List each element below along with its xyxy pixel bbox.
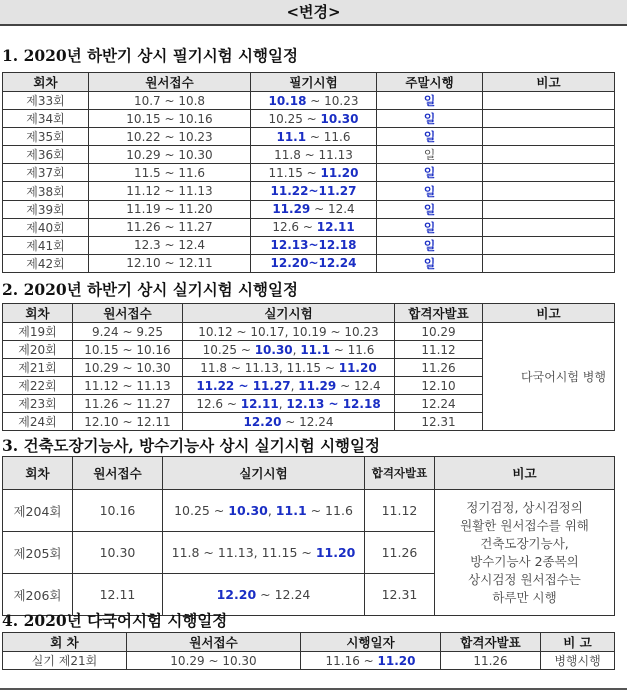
note-cell <box>483 254 615 272</box>
weekend-cell: 일 <box>377 110 483 128</box>
exam-cell <box>163 532 365 574</box>
exam-start: 12.6 <box>272 220 300 235</box>
exam-cell <box>251 110 377 128</box>
exam-changed-date: 12.13 ~ 12.18 <box>286 396 381 411</box>
table-row <box>3 164 615 182</box>
apply-cell: 11.26 ~ 11.27 <box>89 218 251 236</box>
weekend-cell: 일 <box>377 92 483 110</box>
exam-end: 11.6 <box>323 129 351 144</box>
exam-changed-date: 11.1 <box>300 342 330 357</box>
table-row <box>3 128 615 146</box>
table-row <box>3 323 615 341</box>
exam-separator: ~ <box>300 147 319 162</box>
apply-cell: 10.22 ~ 10.23 <box>89 128 251 146</box>
apply-cell: 10.16 <box>73 490 163 532</box>
table-row <box>3 182 615 200</box>
round-cell: 제206회 <box>3 574 73 616</box>
exam-text: , <box>290 378 299 393</box>
announce-cell: 12.31 <box>365 574 435 616</box>
weekend-cell: 일 <box>377 128 483 146</box>
table-row <box>3 236 615 254</box>
round-cell: 제22회 <box>3 377 73 395</box>
note-line: 원활한 원서접수를 위해 <box>460 517 589 533</box>
exam-cell <box>251 146 377 164</box>
section-3-title: 3. 건축도장기능사, 방수기능사 상시 실기시험 시행일정 <box>2 436 380 455</box>
exam-start: 11.8 <box>274 147 301 162</box>
apply-cell: 11.12 ~ 11.13 <box>73 377 183 395</box>
round-cell: 제205회 <box>3 532 73 574</box>
written-exam-table <box>2 72 615 273</box>
date-cell <box>301 652 441 670</box>
exam-start: 10.18 <box>268 93 307 108</box>
exam-changed-date: 11.20 <box>315 545 356 560</box>
exam-text: ~ 12.24 <box>281 414 334 429</box>
exam-cell: 10.12 ~ 10.17, 10.19 ~ 10.23 <box>183 323 395 341</box>
apply-cell: 12.11 <box>73 574 163 616</box>
apply-cell: 12.10 ~ 12.11 <box>73 413 183 431</box>
header-weekend: 주말시행 <box>377 73 483 92</box>
exam-cell <box>251 218 377 236</box>
section-1-title: 1. 2020년 하반기 상시 필기시험 시행일정 <box>2 46 298 65</box>
announce-cell: 11.12 <box>395 341 483 359</box>
exam-text: 10.25 ~ <box>174 503 229 518</box>
painting-waterproof-exam-table <box>2 456 615 616</box>
multilingual-exam-table <box>2 632 615 670</box>
exam-start: 11.15 <box>268 165 303 180</box>
note-cell <box>483 92 615 110</box>
header-round: 회차 <box>3 457 73 490</box>
exam-text: ~ 12.24 <box>256 587 311 602</box>
exam-changed-date: 12.20 <box>216 587 257 602</box>
exam-separator: ~ <box>306 93 325 108</box>
exam-separator: ~ <box>299 220 317 235</box>
exam-end: 12.11 <box>316 220 355 235</box>
exam-cell <box>251 164 377 182</box>
change-banner: <변경> <box>0 0 627 26</box>
exam-changed-date: 12.11 <box>240 396 279 411</box>
exam-cell <box>183 395 395 413</box>
apply-cell: 11.12 ~ 11.13 <box>89 182 251 200</box>
apply-cell: 10.29 ~ 10.30 <box>89 146 251 164</box>
round-cell: 제41회 <box>3 236 89 254</box>
header-apply: 원서접수 <box>73 304 183 323</box>
round-cell: 제33회 <box>3 92 89 110</box>
exam-cell <box>183 377 395 395</box>
note-cell <box>483 218 615 236</box>
exam-text: ~ 12.4 <box>336 378 381 393</box>
apply-cell: 11.26 ~ 11.27 <box>73 395 183 413</box>
round-cell: 제21회 <box>3 359 73 377</box>
apply-cell: 10.7 ~ 10.8 <box>89 92 251 110</box>
exam-text: , <box>278 396 287 411</box>
note-cell: 다국어시험 병행 <box>483 323 615 431</box>
weekend-cell: 일 <box>377 164 483 182</box>
announce-cell: 12.24 <box>395 395 483 413</box>
table-header-row <box>3 304 615 323</box>
round-cell: 실기 제21회 <box>3 652 127 670</box>
weekend-cell: 일 <box>377 236 483 254</box>
exam-end: 11.13 <box>318 147 353 162</box>
announce-cell: 11.26 <box>365 532 435 574</box>
exam-text: 12.6 ~ <box>196 396 241 411</box>
note-line: 방수기능사 2종목의 <box>470 553 579 569</box>
header-note: 비고 <box>483 73 615 92</box>
table-header-row <box>3 73 615 92</box>
note-cell <box>483 146 615 164</box>
exam-end: 10.23 <box>324 93 359 108</box>
exam-changed-date: 11.20 <box>338 360 377 375</box>
header-announce: 합격자발표 <box>441 633 541 652</box>
exam-text: 11.8 ~ 11.13, 11.15 ~ <box>171 545 316 560</box>
exam-text: 10.25 ~ <box>202 342 255 357</box>
apply-cell: 10.29 ~ 10.30 <box>127 652 301 670</box>
exam-changed-date: 11.1 <box>275 503 307 518</box>
exam-cell <box>251 200 377 218</box>
exam-changed-date: 11.22 ~ 11.27 <box>196 378 291 393</box>
exam-separator: ~ <box>308 238 319 253</box>
header-apply: 원서접수 <box>127 633 301 652</box>
weekend-cell: 일 <box>377 218 483 236</box>
header-apply: 원서접수 <box>89 73 251 92</box>
apply-cell: 12.3 ~ 12.4 <box>89 236 251 254</box>
exam-changed-date: 11.29 <box>298 378 337 393</box>
round-cell: 제40회 <box>3 218 89 236</box>
table-row <box>3 146 615 164</box>
header-exam: 필기시험 <box>251 73 377 92</box>
note-cell <box>483 164 615 182</box>
note-cell: 병행시행 <box>541 652 615 670</box>
exam-end: 12.18 <box>318 238 357 253</box>
table-header-row <box>3 457 615 490</box>
exam-changed-date: 10.30 <box>228 503 268 518</box>
note-line: 건축도장기능사, <box>480 535 569 551</box>
round-cell: 제20회 <box>3 341 73 359</box>
header-date: 시행일자 <box>301 633 441 652</box>
round-cell: 제34회 <box>3 110 89 128</box>
exam-start: 11.1 <box>276 129 307 144</box>
announce-cell: 11.26 <box>441 652 541 670</box>
exam-cell <box>183 413 395 431</box>
exam-separator: ~ <box>306 129 324 144</box>
apply-cell: 12.10 ~ 12.11 <box>89 254 251 272</box>
practical-exam-table <box>2 303 615 431</box>
round-cell: 제39회 <box>3 200 89 218</box>
header-note: 비 고 <box>541 633 615 652</box>
exam-start: 12.20 <box>270 256 309 271</box>
weekend-cell: 일 <box>377 182 483 200</box>
exam-end: 12.24 <box>318 256 357 271</box>
table-row <box>3 200 615 218</box>
apply-cell: 11.5 ~ 11.6 <box>89 164 251 182</box>
note-line: 정기검정, 상시검정의 <box>466 499 583 515</box>
exam-text: , <box>267 503 276 518</box>
note-line: 하루만 시행 <box>492 589 557 605</box>
exam-changed-date: 10.30 <box>254 342 293 357</box>
table-row <box>3 92 615 110</box>
apply-cell: 10.15 ~ 10.16 <box>73 341 183 359</box>
exam-text: ~ 11.6 <box>306 503 353 518</box>
exam-end: 11.20 <box>320 165 359 180</box>
exam-cell <box>163 490 365 532</box>
note-cell <box>483 110 615 128</box>
exam-end: 11.27 <box>318 184 357 199</box>
header-round: 회차 <box>3 304 73 323</box>
exam-changed-date: 12.20 <box>243 414 282 429</box>
table-row <box>3 652 615 670</box>
apply-cell: 10.30 <box>73 532 163 574</box>
weekend-cell: 일 <box>377 200 483 218</box>
note-cell <box>483 128 615 146</box>
exam-separator: ~ <box>308 256 319 271</box>
date-changed: 11.20 <box>377 653 416 668</box>
apply-cell: 11.19 ~ 11.20 <box>89 200 251 218</box>
exam-cell <box>251 236 377 254</box>
exam-cell <box>251 92 377 110</box>
note-cell <box>483 182 615 200</box>
header-exam: 실기시험 <box>183 304 395 323</box>
announce-cell: 12.10 <box>395 377 483 395</box>
header-exam: 실기시험 <box>163 457 365 490</box>
date-text: 11.16 ~ <box>325 653 378 668</box>
apply-cell: 9.24 ~ 9.25 <box>73 323 183 341</box>
exam-cell <box>251 254 377 272</box>
header-announce: 합격자발표 <box>395 304 483 323</box>
exam-separator: ~ <box>310 202 328 217</box>
announce-cell: 12.31 <box>395 413 483 431</box>
table-row <box>3 490 615 532</box>
announce-cell: 10.29 <box>395 323 483 341</box>
round-cell: 제24회 <box>3 413 73 431</box>
exam-end: 12.4 <box>327 202 355 217</box>
announce-cell: 11.26 <box>395 359 483 377</box>
exam-cell <box>251 182 377 200</box>
exam-end: 10.30 <box>320 111 359 126</box>
round-cell: 제42회 <box>3 254 89 272</box>
note-cell <box>483 236 615 254</box>
round-cell: 제38회 <box>3 182 89 200</box>
exam-text: ~ 11.6 <box>329 342 375 357</box>
apply-cell: 10.29 ~ 10.30 <box>73 359 183 377</box>
header-note: 비고 <box>483 304 615 323</box>
table-header-row <box>3 633 615 652</box>
weekend-cell: 일 <box>377 254 483 272</box>
exam-start: 11.29 <box>272 202 311 217</box>
exam-cell <box>251 128 377 146</box>
note-cell <box>435 490 615 616</box>
apply-cell: 10.15 ~ 10.16 <box>89 110 251 128</box>
section-4-title: 4. 2020년 다국어시험 시행일정 <box>2 611 228 630</box>
exam-start: 11.22 <box>270 184 309 199</box>
header-apply: 원서접수 <box>73 457 163 490</box>
note-line: 상시검정 원서접수는 <box>468 571 581 587</box>
round-cell: 제37회 <box>3 164 89 182</box>
exam-separator: ~ <box>308 184 319 199</box>
note-cell <box>483 200 615 218</box>
exam-cell <box>183 359 395 377</box>
exam-start: 12.13 <box>270 238 309 253</box>
round-cell: 제204회 <box>3 490 73 532</box>
table-row <box>3 218 615 236</box>
weekend-cell: 일 <box>377 146 483 164</box>
header-note: 비고 <box>435 457 615 490</box>
header-round: 회 차 <box>3 633 127 652</box>
round-cell: 제23회 <box>3 395 73 413</box>
exam-separator: ~ <box>302 165 321 180</box>
round-cell: 제35회 <box>3 128 89 146</box>
exam-text: , <box>292 342 301 357</box>
exam-cell <box>183 341 395 359</box>
round-cell: 제19회 <box>3 323 73 341</box>
table-row <box>3 254 615 272</box>
bottom-rule <box>0 688 627 690</box>
announce-cell: 11.12 <box>365 490 435 532</box>
section-2-title: 2. 2020년 하반기 상시 실기시험 시행일정 <box>2 280 298 299</box>
exam-text: 11.8 ~ 11.13, 11.15 ~ <box>200 360 339 375</box>
round-cell: 제36회 <box>3 146 89 164</box>
exam-separator: ~ <box>302 111 321 126</box>
header-round: 회차 <box>3 73 89 92</box>
header-announce: 합격자발표 <box>365 457 435 490</box>
exam-start: 10.25 <box>268 111 303 126</box>
table-row <box>3 110 615 128</box>
